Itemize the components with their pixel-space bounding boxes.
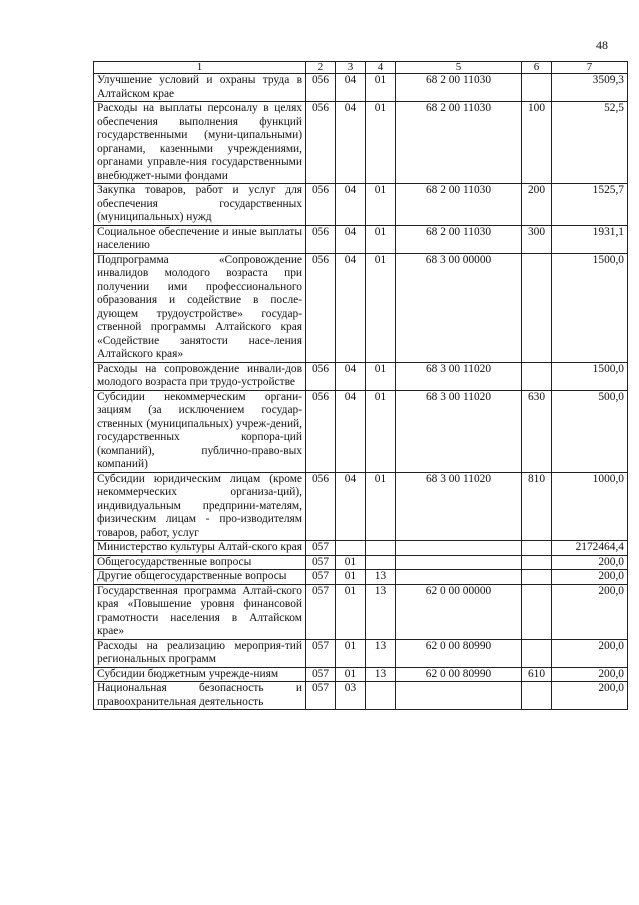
ministry-code-cell: 056	[306, 362, 336, 390]
table-row	[94, 639, 628, 667]
target-article-cell: 68 3 00 11020	[396, 362, 522, 390]
section-cell: 01	[336, 639, 366, 667]
amount-cell: 2172464,4	[552, 541, 628, 556]
subsection-cell: 01	[366, 362, 396, 390]
ministry-code-cell: 057	[306, 555, 336, 570]
amount-cell: 200,0	[552, 555, 628, 570]
row-name-cell: Другие общегосударственные вопросы	[94, 570, 306, 585]
table-row	[94, 225, 628, 253]
row-name-cell: Социальное обеспечение и иные выплаты населению	[94, 225, 306, 253]
subsection-cell: 01	[366, 184, 396, 226]
expense-type-cell	[522, 541, 552, 556]
section-cell: 04	[336, 472, 366, 541]
amount-cell: 200,0	[552, 639, 628, 667]
target-article-cell	[396, 555, 522, 570]
target-article-cell: 62 0 00 80990	[396, 639, 522, 667]
amount-cell: 200,0	[552, 570, 628, 585]
section-cell: 01	[336, 667, 366, 682]
section-cell: 04	[336, 390, 366, 472]
section-cell	[336, 541, 366, 556]
header-cell: 3	[336, 62, 366, 74]
row-name-cell: Общегосударственные вопросы	[94, 555, 306, 570]
subsection-cell: 13	[366, 570, 396, 585]
ministry-code-cell: 056	[306, 74, 336, 102]
ministry-code-cell: 056	[306, 390, 336, 472]
table-row	[94, 472, 628, 541]
expense-type-cell	[522, 555, 552, 570]
subsection-cell: 01	[366, 102, 396, 184]
target-article-cell	[396, 570, 522, 585]
target-article-cell	[396, 541, 522, 556]
section-cell: 01	[336, 570, 366, 585]
table-row	[94, 584, 628, 639]
subsection-cell: 13	[366, 667, 396, 682]
ministry-code-cell: 057	[306, 667, 336, 682]
ministry-code-cell: 057	[306, 584, 336, 639]
section-cell: 04	[336, 253, 366, 362]
row-name-cell: Закупка товаров, работ и услуг для обеспечения государственных (муниципальных) нужд	[94, 184, 306, 226]
section-cell: 01	[336, 555, 366, 570]
amount-cell: 200,0	[552, 667, 628, 682]
ministry-code-cell: 056	[306, 472, 336, 541]
header-cell: 4	[366, 62, 396, 74]
table-row	[94, 253, 628, 362]
table-row	[94, 184, 628, 226]
expense-type-cell: 610	[522, 667, 552, 682]
row-name-cell: Расходы на выплаты персоналу в целях обеспечения выполнения функций государственными (муни-ципальными) органами, казенными учреждениями, органами управле-ния государственными внебюджет-ными фондами	[94, 102, 306, 184]
expense-type-cell: 100	[522, 102, 552, 184]
table-row	[94, 667, 628, 682]
row-name-cell: Субсидии некоммерческим органи-зациям (за исключением государ-ственных (муниципальных) учреж-дений, государственных корпора-ций (компаний), публично-право-вых компаний)	[94, 390, 306, 472]
subsection-cell: 01	[366, 253, 396, 362]
page-number: 48	[596, 38, 608, 52]
ministry-code-cell: 057	[306, 639, 336, 667]
amount-cell: 1500,0	[552, 362, 628, 390]
ministry-code-cell: 056	[306, 253, 336, 362]
budget-table	[93, 61, 628, 710]
row-name-cell: Национальная безопасность и правоохранительная деятельность	[94, 682, 306, 710]
header-cell: 1	[94, 62, 306, 74]
table-row	[94, 541, 628, 556]
target-article-cell: 68 2 00 11030	[396, 225, 522, 253]
ministry-code-cell: 057	[306, 682, 336, 710]
amount-cell: 1500,0	[552, 253, 628, 362]
header-cell: 2	[306, 62, 336, 74]
target-article-cell: 62 0 00 80990	[396, 667, 522, 682]
target-article-cell: 68 2 00 11030	[396, 184, 522, 226]
row-name-cell: Расходы на сопровождение инвали-дов молодого возраста при трудо-устройстве	[94, 362, 306, 390]
table-row	[94, 362, 628, 390]
table-row	[94, 74, 628, 102]
table-row	[94, 570, 628, 585]
table-row	[94, 555, 628, 570]
subsection-cell	[366, 555, 396, 570]
row-name-cell: Расходы на реализацию мероприя-тий региональных программ	[94, 639, 306, 667]
amount-cell: 200,0	[552, 682, 628, 710]
amount-cell: 52,5	[552, 102, 628, 184]
subsection-cell	[366, 541, 396, 556]
expense-type-cell	[522, 253, 552, 362]
row-name-cell: Улучшение условий и охраны труда в Алтайском крае	[94, 74, 306, 102]
target-article-cell: 68 2 00 11030	[396, 102, 522, 184]
subsection-cell: 01	[366, 225, 396, 253]
subsection-cell	[366, 682, 396, 710]
ministry-code-cell: 056	[306, 184, 336, 226]
expense-type-cell	[522, 570, 552, 585]
ministry-code-cell: 056	[306, 102, 336, 184]
section-cell: 03	[336, 682, 366, 710]
amount-cell: 1525,7	[552, 184, 628, 226]
section-cell: 01	[336, 584, 366, 639]
amount-cell: 200,0	[552, 584, 628, 639]
subsection-cell: 01	[366, 390, 396, 472]
section-cell: 04	[336, 362, 366, 390]
expense-type-cell	[522, 682, 552, 710]
expense-type-cell: 300	[522, 225, 552, 253]
target-article-cell: 68 2 00 11030	[396, 74, 522, 102]
expense-type-cell	[522, 639, 552, 667]
expense-type-cell	[522, 74, 552, 102]
amount-cell: 500,0	[552, 390, 628, 472]
row-name-cell: Подпрограмма «Сопровождение инвалидов молодого возраста при получении ими профессионального образования и содействие в после-дующем трудоустройстве» государ-ственной программы Алтайского края «Содействие занятости насе-ления Алтайского края»	[94, 253, 306, 362]
table-row	[94, 682, 628, 710]
expense-type-cell	[522, 584, 552, 639]
header-cell: 7	[552, 62, 628, 74]
row-name-cell: Субсидии бюджетным учрежде-ниям	[94, 667, 306, 682]
subsection-cell: 13	[366, 639, 396, 667]
expense-type-cell	[522, 362, 552, 390]
amount-cell: 3509,3	[552, 74, 628, 102]
target-article-cell: 68 3 00 00000	[396, 253, 522, 362]
ministry-code-cell: 057	[306, 541, 336, 556]
target-article-cell: 62 0 00 00000	[396, 584, 522, 639]
subsection-cell: 01	[366, 472, 396, 541]
header-row	[94, 62, 628, 74]
subsection-cell: 01	[366, 74, 396, 102]
header-cell: 5	[396, 62, 522, 74]
table-row	[94, 390, 628, 472]
target-article-cell: 68 3 00 11020	[396, 390, 522, 472]
ministry-code-cell: 057	[306, 570, 336, 585]
target-article-cell	[396, 682, 522, 710]
header-cell: 6	[522, 62, 552, 74]
row-name-cell: Субсидии юридическим лицам (кроме некоммерческих организа-ций), индивидуальным предприни-мателям, физическим лицам - про-изводителям товаров, работ, услуг	[94, 472, 306, 541]
target-article-cell: 68 3 00 11020	[396, 472, 522, 541]
ministry-code-cell: 056	[306, 225, 336, 253]
expense-type-cell: 200	[522, 184, 552, 226]
amount-cell: 1931,1	[552, 225, 628, 253]
expense-type-cell: 630	[522, 390, 552, 472]
expense-type-cell: 810	[522, 472, 552, 541]
section-cell: 04	[336, 74, 366, 102]
amount-cell: 1000,0	[552, 472, 628, 541]
section-cell: 04	[336, 184, 366, 226]
row-name-cell: Государственная программа Алтай-ского края «Повышение уровня финансовой грамотности населения в Алтайском крае»	[94, 584, 306, 639]
row-name-cell: Министерство культуры Алтай-ского края	[94, 541, 306, 556]
section-cell: 04	[336, 225, 366, 253]
table-row	[94, 102, 628, 184]
section-cell: 04	[336, 102, 366, 184]
subsection-cell: 13	[366, 584, 396, 639]
